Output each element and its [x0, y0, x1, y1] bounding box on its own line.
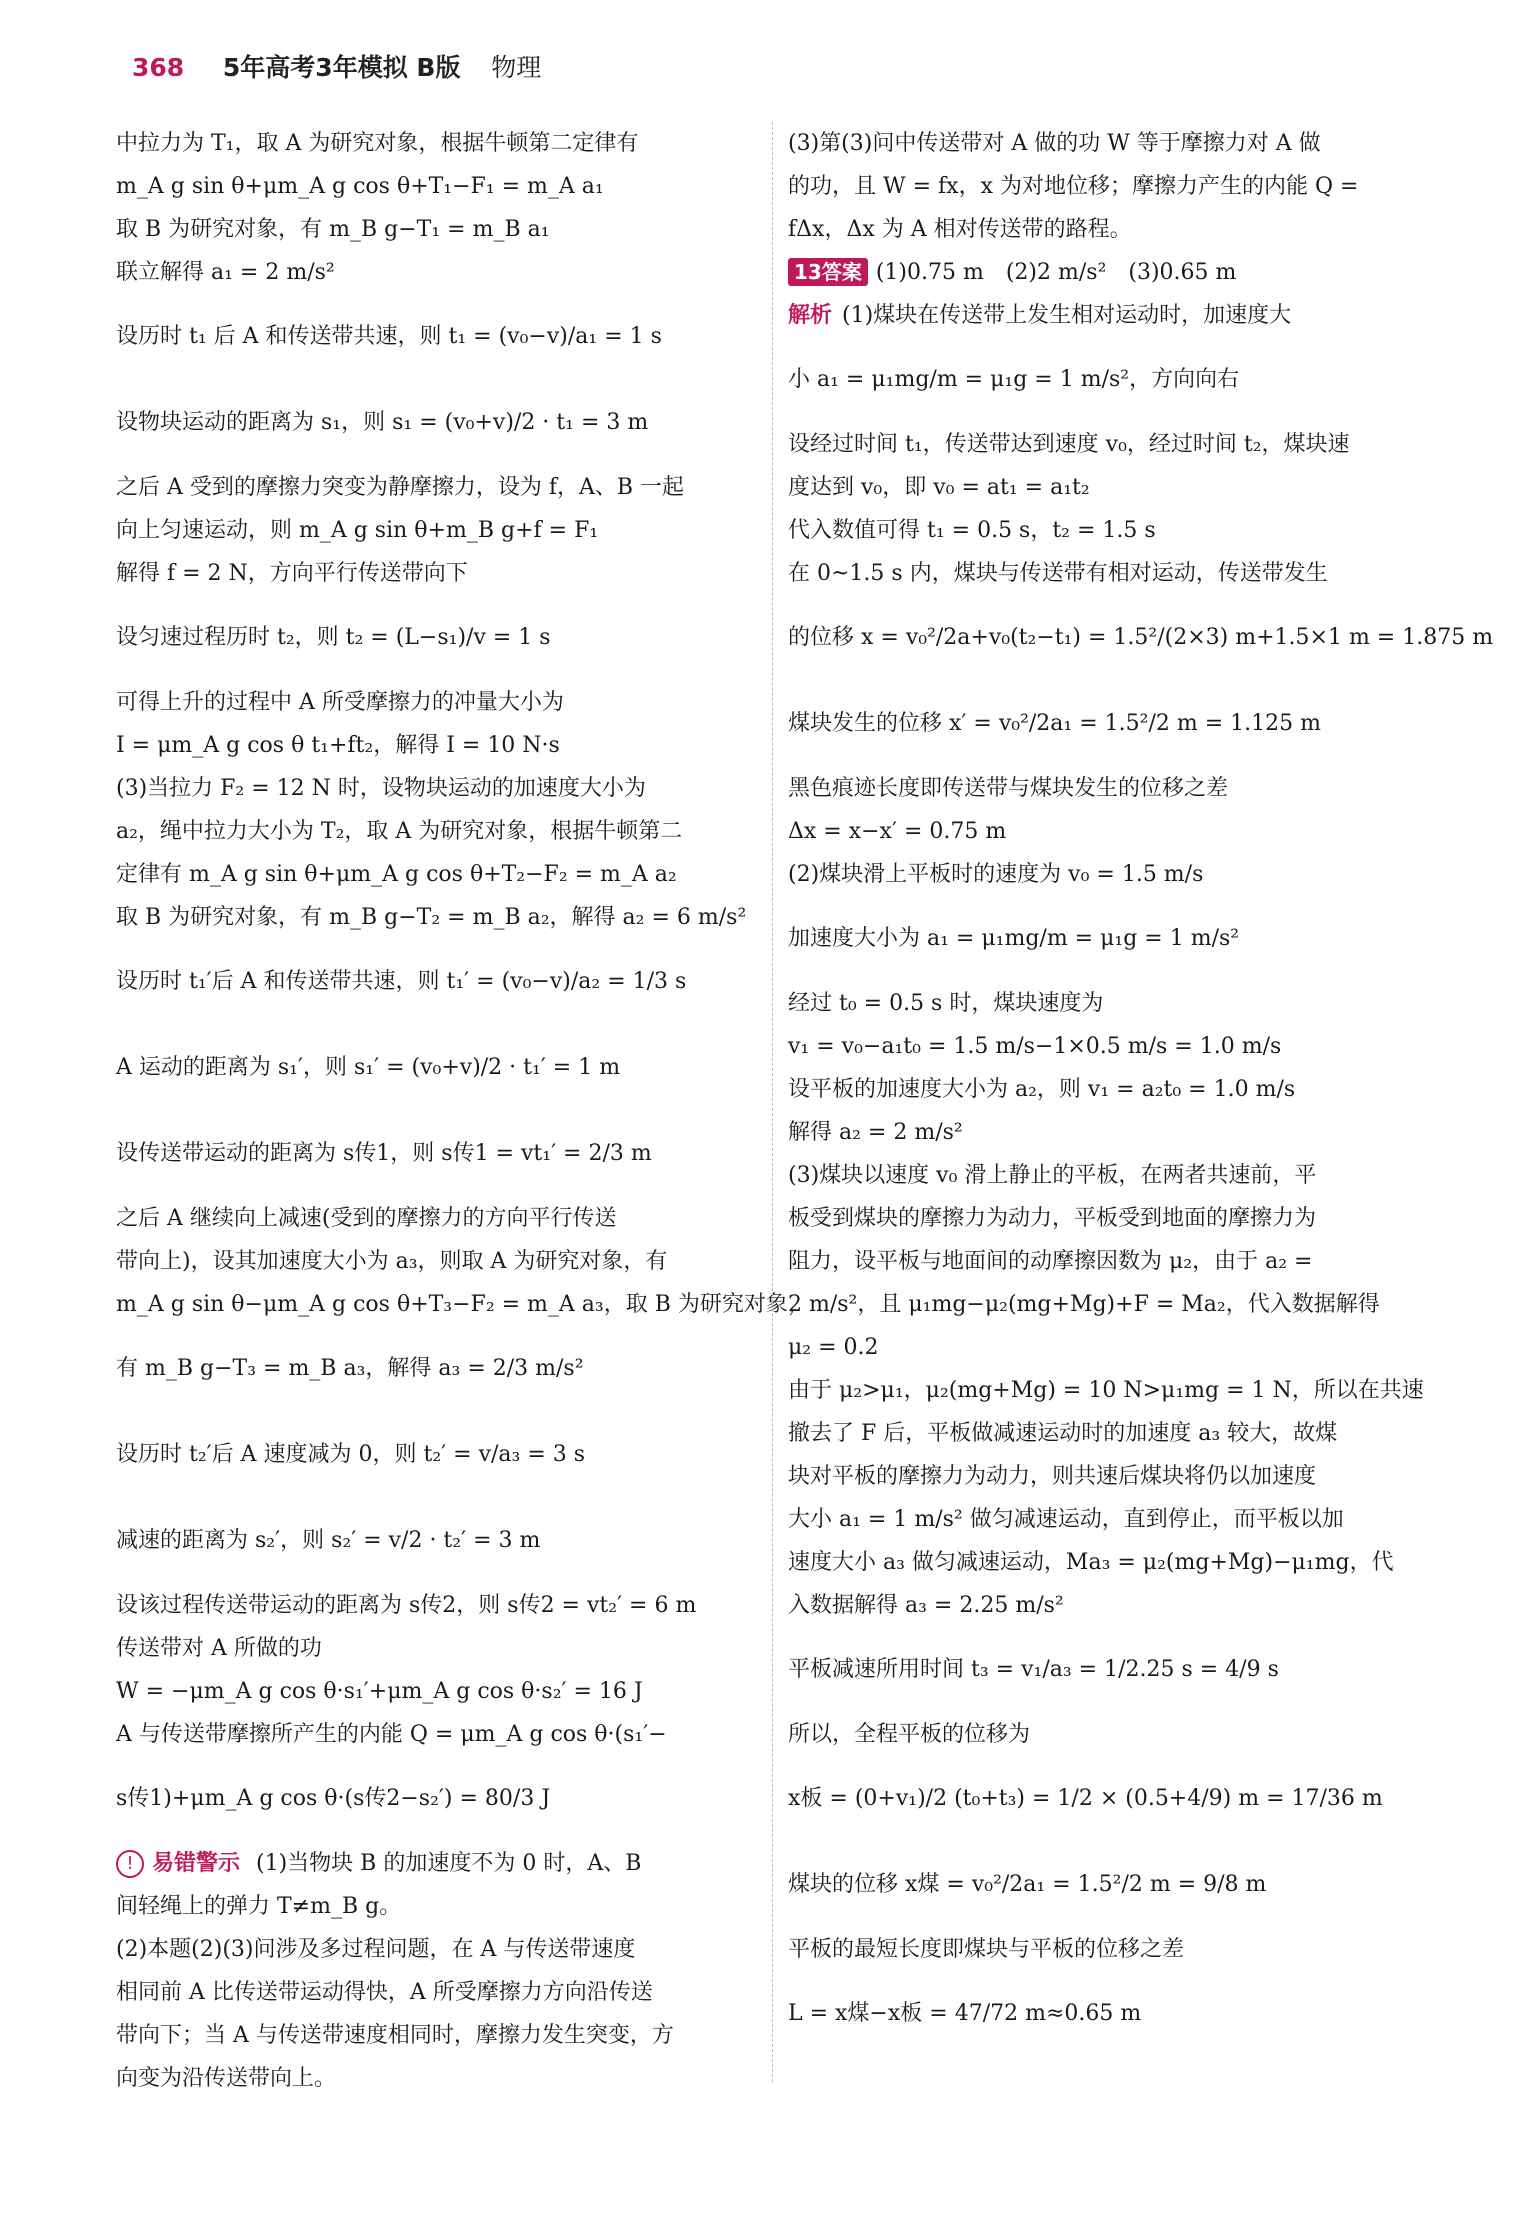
text-line: [788, 1283, 1418, 1326]
text-line: [116, 1498, 756, 1584]
text-line: [788, 1971, 1418, 2057]
line-text: 设经过时间 t₁，传送带达到速度 v₀，经过时间 t₂，煤块速: [788, 432, 1350, 457]
text-line: [788, 1541, 1418, 1584]
text-line: [788, 1068, 1418, 1111]
text-line: [788, 208, 1418, 251]
line-text: 撤去了 F 后，平板做减速运动时的加速度 a₃ 较大，故煤: [788, 1421, 1338, 1446]
answer-badge: 13答案: [788, 258, 868, 286]
text-line: [116, 1627, 756, 1670]
line-text: 带向下；当 A 与传送带速度相同时，摩擦力发生突变，方: [116, 2023, 674, 2048]
text-line: [116, 1756, 756, 1842]
line-text: 之后 A 继续向上减速(受到的摩擦力的方向平行传送: [116, 1206, 617, 1231]
line-text: (2)本题(2)(3)问涉及多过程问题，在 A 与传送带速度: [116, 1937, 636, 1962]
text-line: [788, 509, 1418, 552]
line-text: 所以，全程平板的位移为: [788, 1722, 1031, 1747]
line-text: 取 B 为研究对象，有 m_B g−T₁ = m_B a₁: [116, 217, 550, 242]
text-line: [788, 1756, 1418, 1842]
line-text: (1)当物块 B 的加速度不为 0 时，A、B: [256, 1851, 642, 1876]
line-text: 代入数值可得 t₁ = 0.5 s，t₂ = 1.5 s: [788, 518, 1156, 543]
line-text: 带向上)，设其加速度大小为 a₃，则取 A 为研究对象，有: [116, 1249, 668, 1274]
line-text: 入数据解得 a₃ = 2.25 m/s²: [788, 1593, 1064, 1618]
line-text: 向变为沿传送带向上。: [116, 2066, 337, 2091]
line-text: (3)煤块以速度 v₀ 滑上静止的平板，在两者共速前，平: [788, 1163, 1317, 1188]
line-text: 之后 A 受到的摩擦力突变为静摩擦力，设为 f，A、B 一起: [116, 475, 685, 500]
text-line: [788, 1111, 1418, 1154]
subject-label: 物理: [491, 53, 542, 82]
text-line: [788, 767, 1418, 810]
text-line: [788, 1627, 1418, 1713]
text-line: [116, 681, 756, 724]
text-line: [788, 337, 1418, 423]
text-line: [788, 1928, 1418, 1971]
text-line: [116, 380, 756, 466]
text-line: [116, 724, 756, 767]
text-line: [788, 1713, 1418, 1756]
book-title: 5年高考3年模拟 B版: [222, 53, 461, 82]
text-line: [788, 1412, 1418, 1455]
line-text: 有 m_B g−T₃ = m_B a₃，解得 a₃ = 2/3 m/s²: [116, 1356, 584, 1381]
line-text: 可得上升的过程中 A 所受摩擦力的冲量大小为: [116, 690, 564, 715]
line-text: 平板的最短长度即煤块与平板的位移之差: [788, 1937, 1185, 1962]
text-line: [788, 1369, 1424, 1412]
text-line: [116, 1713, 756, 1756]
line-text: 黑色痕迹长度即传送带与煤块发生的位移之差: [788, 776, 1229, 801]
text-line: [116, 1412, 756, 1498]
text-line: [788, 1584, 1418, 1627]
text-line: [116, 1240, 756, 1283]
line-text: 设历时 t₁ 后 A 和传送带共速，则 t₁ = (v₀−v)/a₁ = 1 s: [116, 324, 662, 349]
text-line: [116, 1584, 756, 1627]
right-column: [788, 122, 1494, 2057]
line-text: fΔx，Δx 为 A 相对传送带的路程。: [788, 217, 1132, 242]
warning-icon: !: [116, 1850, 144, 1878]
text-line: [788, 552, 1418, 595]
warning-label: 易错警示: [152, 1851, 241, 1876]
text-line: [788, 251, 1418, 294]
text-line: [116, 294, 756, 380]
text-line: [788, 122, 1418, 165]
line-text: (1)0.75 m (2)2 m/s² (3)0.65 m: [875, 260, 1237, 285]
line-text: 在 0~1.5 s 内，煤块与传送带有相对运动，传送带发生: [788, 561, 1328, 586]
line-text: 间轻绳上的弹力 T≠m_B g。: [116, 1894, 402, 1919]
line-text: 设匀速过程历时 t₂，则 t₂ = (L−s₁)/v = 1 s: [116, 625, 551, 650]
line-text: 设该过程传送带运动的距离为 s传2，则 s传2 = vt₂′ = 6 m: [116, 1593, 697, 1618]
line-text: m_A g sin θ−μm_A g cos θ+T₃−F₂ = m_A a₃，取 B 为研究对象，: [116, 1292, 810, 1317]
line-text: a₂，绳中拉力大小为 T₂，取 A 为研究对象，根据牛顿第二: [116, 819, 683, 844]
line-text: 的位移 x = v₀²/2a+v₀(t₂−t₁) = 1.5²/(2×3) m+1.5×1 m = 1.875 m: [788, 625, 1494, 650]
line-text: 设历时 t₁′后 A 和传送带共速，则 t₁′ = (v₀−v)/a₂ = 1/3 s: [116, 969, 687, 994]
line-text: L = x煤−x板 = 47/72 m≈0.65 m: [788, 2001, 1142, 2026]
text-line: [116, 1283, 810, 1326]
line-text: 相同前 A 比传送带运动得快，A 所受摩擦力方向沿传送: [116, 1980, 653, 2005]
line-text: 煤块发生的位移 x′ = v₀²/2a₁ = 1.5²/2 m = 1.125 m: [788, 711, 1321, 736]
line-text: 的功，且 W = fx，x 为对地位移；摩擦力产生的内能 Q =: [788, 174, 1359, 199]
text-line: [116, 1928, 756, 1971]
line-text: 经过 t₀ = 0.5 s 时，煤块速度为: [788, 991, 1104, 1016]
line-text: 设物块运动的距离为 s₁，则 s₁ = (v₀+v)/2 · t₁ = 3 m: [116, 410, 649, 435]
line-text: 加速度大小为 a₁ = μ₁mg/m = μ₁g = 1 m/s²: [788, 926, 1240, 951]
line-text: 小 a₁ = μ₁mg/m = μ₁g = 1 m/s²，方向向右: [788, 367, 1240, 392]
line-text: m_A g sin θ+μm_A g cos θ+T₁−F₁ = m_A a₁: [116, 174, 604, 199]
text-line: [116, 810, 756, 853]
line-text: 度达到 v₀，即 v₀ = at₁ = a₁t₂: [788, 475, 1090, 500]
text-line: [116, 1025, 756, 1111]
line-text: I = μm_A g cos θ t₁+ft₂，解得 I = 10 N·s: [116, 733, 560, 758]
line-text: W = −μm_A g cos θ·s₁′+μm_A g cos θ·s₂′ = 16 J: [116, 1679, 643, 1704]
text-line: [788, 294, 1418, 337]
text-line: [116, 939, 756, 1025]
text-line: [788, 595, 1494, 681]
text-line: [116, 2014, 756, 2057]
line-text: 取 B 为研究对象，有 m_B g−T₂ = m_B a₂，解得 a₂ = 6 m/s²: [116, 905, 747, 930]
line-text: 2 m/s²，且 μ₁mg−μ₂(mg+Mg)+F = Ma₂，代入数据解得: [788, 1292, 1380, 1317]
line-text: 板受到煤块的摩擦力为动力，平板受到地面的摩擦力为: [788, 1206, 1317, 1231]
line-text: 设传送带运动的距离为 s传1，则 s传1 = vt₁′ = 2/3 m: [116, 1141, 652, 1166]
line-text: 由于 μ₂>μ₁，μ₂(mg+Mg) = 10 N>μ₁mg = 1 N，所以在共速: [788, 1378, 1424, 1403]
text-line: [788, 466, 1418, 509]
line-text: 解得 a₂ = 2 m/s²: [788, 1120, 963, 1145]
line-text: x板 = (0+v₁)/2 (t₀+t₃) = 1/2 × (0.5+4/9) m = 17/36 m: [788, 1786, 1383, 1811]
line-text: (1)煤块在传送带上发生相对运动时，加速度大: [842, 303, 1292, 328]
text-line: [116, 1670, 756, 1713]
line-text: 减速的距离为 s₂′，则 s₂′ = v/2 · t₂′ = 3 m: [116, 1528, 541, 1553]
text-line: [116, 1885, 756, 1928]
text-line: [788, 681, 1418, 767]
text-line: [116, 896, 756, 939]
line-text: 解得 f = 2 N，方向平行传送带向下: [116, 561, 468, 586]
analysis-label: 解析: [788, 303, 833, 328]
line-text: s传1)+μm_A g cos θ·(s传2−s₂′) = 80/3 J: [116, 1786, 551, 1811]
line-text: μ₂ = 0.2: [788, 1335, 879, 1360]
text-line: [116, 767, 756, 810]
text-line: [116, 208, 756, 251]
line-text: Δx = x−x′ = 0.75 m: [788, 819, 1007, 844]
text-line: [116, 251, 756, 294]
page-number: 368: [132, 53, 185, 82]
text-line: [788, 1498, 1418, 1541]
text-line: [788, 165, 1418, 208]
text-line: [788, 1326, 1418, 1369]
text-line: [116, 1971, 756, 2014]
text-line: [116, 853, 756, 896]
text-line: [788, 810, 1418, 853]
text-line: [788, 1154, 1418, 1197]
line-text: 设平板的加速度大小为 a₂，则 v₁ = a₂t₀ = 1.0 m/s: [788, 1077, 1296, 1102]
text-line: [116, 466, 756, 509]
line-text: 中拉力为 T₁，取 A 为研究对象，根据牛顿第二定律有: [116, 131, 639, 156]
page-header: [132, 48, 541, 84]
text-line: [788, 423, 1418, 466]
text-line: [116, 595, 756, 681]
line-text: 设历时 t₂′后 A 速度减为 0，则 t₂′ = v/a₃ = 3 s: [116, 1442, 586, 1467]
line-text: 平板减速所用时间 t₃ = v₁/a₃ = 1/2.25 s = 4/9 s: [788, 1657, 1279, 1682]
line-text: A 与传送带摩擦所产生的内能 Q = μm_A g cos θ·(s₁′−: [116, 1722, 667, 1747]
column-divider: [772, 122, 773, 2082]
text-line: [788, 1025, 1418, 1068]
line-text: 煤块的位移 x煤 = v₀²/2a₁ = 1.5²/2 m = 9/8 m: [788, 1872, 1267, 1897]
text-line: [116, 1197, 756, 1240]
line-text: 向上匀速运动，则 m_A g sin θ+m_B g+f = F₁: [116, 518, 599, 543]
text-line: [788, 1240, 1418, 1283]
line-text: 联立解得 a₁ = 2 m/s²: [116, 260, 335, 285]
text-line: [116, 122, 756, 165]
line-text: v₁ = v₀−a₁t₀ = 1.5 m/s−1×0.5 m/s = 1.0 m/s: [788, 1034, 1282, 1059]
text-line: [788, 896, 1418, 982]
line-text: A 运动的距离为 s₁′，则 s₁′ = (v₀+v)/2 · t₁′ = 1 m: [116, 1055, 621, 1080]
line-text: 传送带对 A 所做的功: [116, 1636, 322, 1661]
line-text: (2)煤块滑上平板时的速度为 v₀ = 1.5 m/s: [788, 862, 1204, 887]
text-line: [116, 2057, 756, 2100]
line-text: 块对平板的摩擦力为动力，则共速后煤块将仍以加速度: [788, 1464, 1317, 1489]
text-line: [116, 165, 756, 208]
line-text: (3)第(3)问中传送带对 A 做的功 W 等于摩擦力对 A 做: [788, 131, 1321, 156]
text-line: [788, 853, 1418, 896]
line-text: 大小 a₁ = 1 m/s² 做匀减速运动，直到停止，而平板以加: [788, 1507, 1344, 1532]
text-line: [116, 1842, 756, 1885]
text-line: [788, 982, 1418, 1025]
text-line: [116, 1111, 756, 1197]
text-line: [788, 1842, 1418, 1928]
text-line: [116, 552, 756, 595]
text-line: [116, 1326, 756, 1412]
left-column: [116, 122, 810, 2100]
line-text: 定律有 m_A g sin θ+μm_A g cos θ+T₂−F₂ = m_A a₂: [116, 862, 677, 887]
line-text: (3)当拉力 F₂ = 12 N 时，设物块运动的加速度大小为: [116, 776, 646, 801]
line-text: 速度大小 a₃ 做匀减速运动，Ma₃ = μ₂(mg+Mg)−μ₁mg，代: [788, 1550, 1394, 1575]
text-line: [788, 1455, 1418, 1498]
text-line: [788, 1197, 1418, 1240]
text-line: [116, 509, 756, 552]
line-text: 阻力，设平板与地面间的动摩擦因数为 μ₂，由于 a₂ =: [788, 1249, 1313, 1274]
